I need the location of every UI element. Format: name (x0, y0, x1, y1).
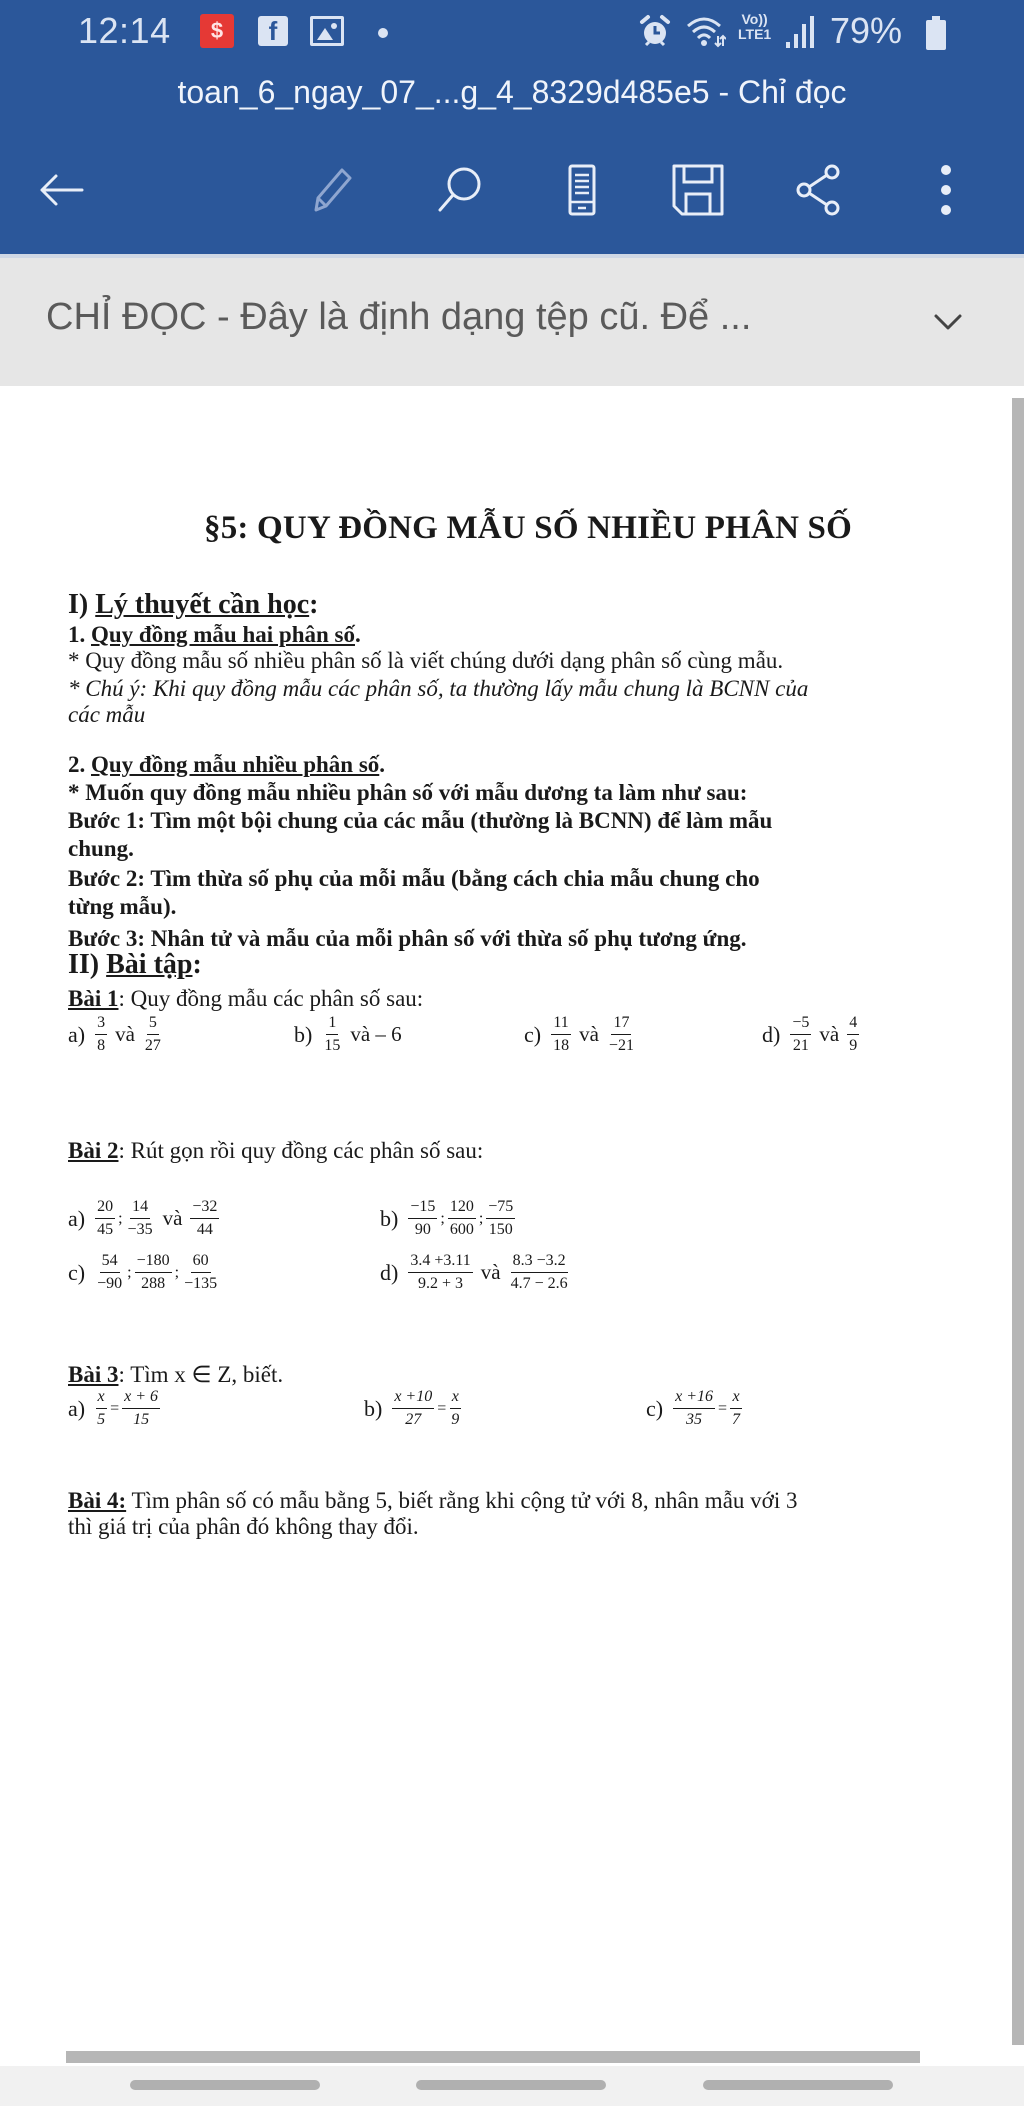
numerator: 17 (611, 1014, 631, 1035)
status-time: 12:14 (78, 10, 171, 51)
battery-icon (926, 16, 946, 50)
numerator: 3 (95, 1014, 107, 1035)
banner-text: CHỈ ĐỌC - Đây là định dạng tệp cũ. Để ... (46, 296, 752, 338)
save-button[interactable] (668, 160, 728, 220)
fraction (143, 1014, 163, 1055)
subsection-number: 2. (68, 752, 91, 777)
numerator: x (96, 1388, 107, 1409)
fraction (551, 1014, 571, 1055)
fraction (448, 1198, 476, 1239)
joiner: và (115, 1022, 135, 1046)
exercise-label: Bài 1 (68, 986, 119, 1011)
exercise-3a (68, 1388, 162, 1429)
denominator: 600 (449, 1221, 474, 1238)
exercise-2-prompt (68, 1138, 483, 1164)
exercise-text: : Quy đồng mẫu các phân số sau: (118, 986, 424, 1011)
numerator: x (730, 1388, 741, 1409)
exercise-text: : Rút gọn rồi quy đồng các phân số sau: (118, 1138, 484, 1163)
exercise-1b (294, 1014, 408, 1055)
section-title: Lý thuyết cần học (95, 589, 310, 620)
step-1-line-1: Bước 1: Tìm một bội chung của các mẫu (thường là BCNN) để làm mẫu (68, 808, 773, 833)
app-header (0, 0, 1024, 254)
item-label: b) (364, 1395, 383, 1421)
fraction (95, 1198, 115, 1239)
back-icon (32, 160, 92, 220)
alarm-icon (638, 14, 672, 48)
section-colon: : (192, 949, 202, 980)
chevron-down-icon[interactable] (928, 302, 968, 342)
numerator: 11 (551, 1014, 570, 1035)
fraction (486, 1198, 515, 1239)
fraction (190, 1198, 219, 1239)
denominator: 35 (686, 1411, 703, 1428)
fraction (790, 1014, 811, 1055)
fraction (847, 1014, 859, 1055)
gallery-icon (310, 16, 344, 46)
joiner: và (162, 1206, 183, 1230)
joiner: và (480, 1260, 501, 1284)
separator: ; (118, 1209, 123, 1227)
numerator: −75 (486, 1198, 515, 1219)
fraction (126, 1198, 155, 1239)
search-button[interactable] (430, 160, 490, 220)
item-label: d) (380, 1259, 399, 1285)
home-button[interactable] (416, 2080, 606, 2090)
denominator: 288 (141, 1275, 166, 1292)
denominator: 44 (196, 1221, 213, 1238)
exercise-1d (762, 1014, 861, 1055)
battery-percent: 79% (830, 10, 903, 51)
fraction (322, 1014, 342, 1055)
exercise-4-line-1 (68, 1488, 797, 1514)
denominator: −90 (97, 1275, 123, 1292)
more-options-button[interactable] (916, 160, 976, 220)
denominator: 5 (97, 1411, 106, 1428)
document-title: toan_6_ngay_07_...g_4_8329d485e5 - Chỉ đọc (177, 74, 847, 110)
fraction (135, 1252, 172, 1293)
share-icon (790, 160, 850, 220)
shopee-icon: $ (200, 14, 234, 48)
numerator: x +10 (392, 1388, 434, 1409)
exercise-2a (68, 1198, 221, 1239)
exercise-text: : Tìm x ∈ Z, biết. (118, 1362, 284, 1387)
section-title: Bài tập (106, 949, 193, 980)
fraction (122, 1388, 160, 1429)
step-1-line-2: chung. (68, 836, 134, 861)
system-nav-bar (0, 2066, 1024, 2106)
fraction (449, 1388, 461, 1429)
fraction (408, 1252, 472, 1293)
exercise-label: Bài 4: (68, 1488, 127, 1513)
fraction (95, 1388, 107, 1429)
recents-button[interactable] (130, 2080, 320, 2090)
fraction (182, 1252, 219, 1293)
denominator: −21 (608, 1037, 634, 1054)
exercise-2c (68, 1252, 221, 1293)
more-options-icon (916, 160, 976, 220)
numerator: x + 6 (122, 1388, 160, 1409)
search-icon (430, 160, 490, 220)
denominator: 7 (732, 1411, 741, 1428)
numerator: −180 (135, 1252, 172, 1273)
exercise-label: Bài 2 (68, 1138, 119, 1163)
denominator: −35 (127, 1221, 153, 1238)
exercise-3b (364, 1388, 463, 1429)
more-dot-icon (378, 28, 388, 38)
denominator: 150 (488, 1221, 513, 1238)
equals-sign: = (718, 1399, 728, 1417)
document-page (0, 386, 1010, 2076)
separator: ; (127, 1263, 132, 1281)
denominator: 90 (414, 1221, 431, 1238)
status-bar (0, 0, 1024, 66)
back-nav-button[interactable] (703, 2080, 893, 2090)
exercise-1a (68, 1014, 165, 1055)
document-heading: §5: QUY ĐỒNG MẪU SỐ NHIỀU PHÂN SỐ (204, 510, 852, 546)
numerator: 54 (100, 1252, 120, 1273)
note-line-1: * Chú ý: Khi quy đồng mẫu các phân số, ta thường lấy mẫu chung là BCNN của (68, 676, 809, 701)
horizontal-scrollbar[interactable] (66, 2051, 920, 2063)
exercise-1-prompt (68, 986, 423, 1012)
fraction (95, 1014, 107, 1055)
denominator: 4.7 − 2.6 (510, 1275, 568, 1292)
item-label: c) (646, 1395, 664, 1421)
subsection-2-heading (68, 752, 385, 778)
toolbar (0, 150, 1024, 230)
exercise-3c (646, 1388, 744, 1429)
item-label: d) (762, 1021, 781, 1047)
denominator: 9 (849, 1037, 858, 1054)
numerator: 20 (95, 1198, 115, 1219)
definition-text: * Quy đồng mẫu số nhiều phân số là viết chúng dưới dạng phân số cùng mẫu. (68, 648, 784, 673)
item-label: b) (294, 1021, 313, 1047)
separator: ; (440, 1209, 445, 1227)
equals-sign: = (437, 1399, 447, 1417)
facebook-icon: f (258, 16, 288, 46)
section-colon: : (309, 589, 319, 620)
signal-icon (786, 14, 816, 50)
fraction (392, 1388, 434, 1429)
numerator: 3.4 +3.11 (408, 1252, 472, 1273)
rule-text: * Muốn quy đồng mẫu nhiều phân số với mẫu dương ta làm như sau: (68, 780, 748, 805)
denominator: 15 (324, 1037, 341, 1054)
denominator: 8 (97, 1037, 106, 1054)
subsection-title: Quy đồng mẫu nhiều phân số (91, 752, 380, 777)
denominator: −135 (184, 1275, 218, 1292)
note-line-2: các mẫu (68, 702, 146, 727)
edit-icon (302, 160, 362, 220)
lte-label: LTE1 (738, 26, 772, 42)
item-label: c) (68, 1259, 86, 1285)
item-label: b) (380, 1205, 399, 1231)
subsection-title: Quy đồng mẫu hai phân số (91, 622, 355, 647)
numerator: 1 (326, 1014, 338, 1035)
section-theory-heading (68, 589, 319, 620)
lte-icon (738, 12, 771, 42)
denominator: 18 (553, 1037, 570, 1054)
section-number: I) (68, 589, 96, 620)
exercise-2d (380, 1252, 572, 1293)
subsection-period: . (379, 752, 386, 777)
joiner: và (819, 1022, 840, 1046)
step-2-line-1: Bước 2: Tìm thừa số phụ của mỗi mẫu (bằng cách chia mẫu chung cho (68, 866, 760, 891)
subsection-1-heading (68, 622, 361, 648)
mobile-view-button[interactable] (552, 160, 612, 220)
fraction (509, 1252, 570, 1293)
save-icon (668, 160, 728, 220)
numerator: 5 (147, 1014, 159, 1035)
back-button[interactable] (32, 160, 92, 220)
numerator: 8.3 −3.2 (511, 1252, 568, 1273)
exercise-text: Tìm phân số có mẫu bằng 5, biết rằng khi cộng tử với 8, nhân mẫu với 3 (126, 1488, 798, 1513)
separator: ; (174, 1263, 180, 1281)
step-2-line-2: từng mẫu). (68, 894, 177, 919)
fraction (95, 1252, 124, 1293)
numerator: 120 (448, 1198, 476, 1219)
fraction (607, 1014, 636, 1055)
joiner: và (579, 1022, 599, 1046)
section-exercises-heading (68, 949, 202, 980)
item-label: c) (524, 1021, 542, 1047)
numerator: −32 (190, 1198, 219, 1219)
exercise-label: Bài 3 (68, 1362, 119, 1387)
wifi-icon (686, 14, 726, 48)
denominator: 15 (133, 1411, 150, 1428)
denominator: 9 (451, 1411, 460, 1428)
numerator: x (450, 1388, 461, 1409)
denominator: 45 (97, 1221, 114, 1238)
equals-sign: = (110, 1399, 120, 1417)
exercise-2b (380, 1198, 517, 1239)
denominator: 21 (792, 1037, 809, 1054)
subsection-number: 1. (68, 622, 91, 647)
numerator: 4 (847, 1014, 859, 1035)
exercise-4-line-2: thì giá trị của phân đó không thay đổi. (68, 1514, 419, 1539)
fraction (673, 1388, 715, 1429)
volte-label: Vo)) (741, 11, 768, 27)
exercise-3-prompt (68, 1362, 283, 1388)
subsection-period: . (354, 622, 361, 647)
item-label: a) (68, 1205, 86, 1231)
numerator: 14 (130, 1198, 150, 1219)
mobile-view-icon (552, 160, 612, 220)
exercise-1c (524, 1014, 638, 1055)
denominator: 9.2 + 3 (418, 1275, 464, 1292)
numerator: −5 (790, 1014, 811, 1035)
separator: ; (478, 1209, 484, 1227)
vertical-scrollbar[interactable] (1012, 398, 1024, 2045)
edit-button[interactable] (302, 160, 362, 220)
numerator: −15 (408, 1198, 437, 1219)
denominator: 27 (405, 1411, 422, 1428)
item-label: a) (68, 1395, 86, 1421)
share-button[interactable] (790, 160, 850, 220)
section-number: II) (68, 949, 107, 980)
fraction (408, 1198, 437, 1239)
denominator: 27 (144, 1037, 161, 1054)
read-only-banner[interactable] (0, 254, 1024, 386)
step-3: Bước 3: Nhân tử và mẫu của mỗi phân số với thừa số phụ tương ứng. (68, 926, 747, 951)
joiner: và – 6 (350, 1022, 402, 1046)
item-label: a) (68, 1021, 86, 1047)
numerator: 60 (191, 1252, 211, 1273)
numerator: x +16 (673, 1388, 715, 1409)
fraction (730, 1388, 742, 1429)
